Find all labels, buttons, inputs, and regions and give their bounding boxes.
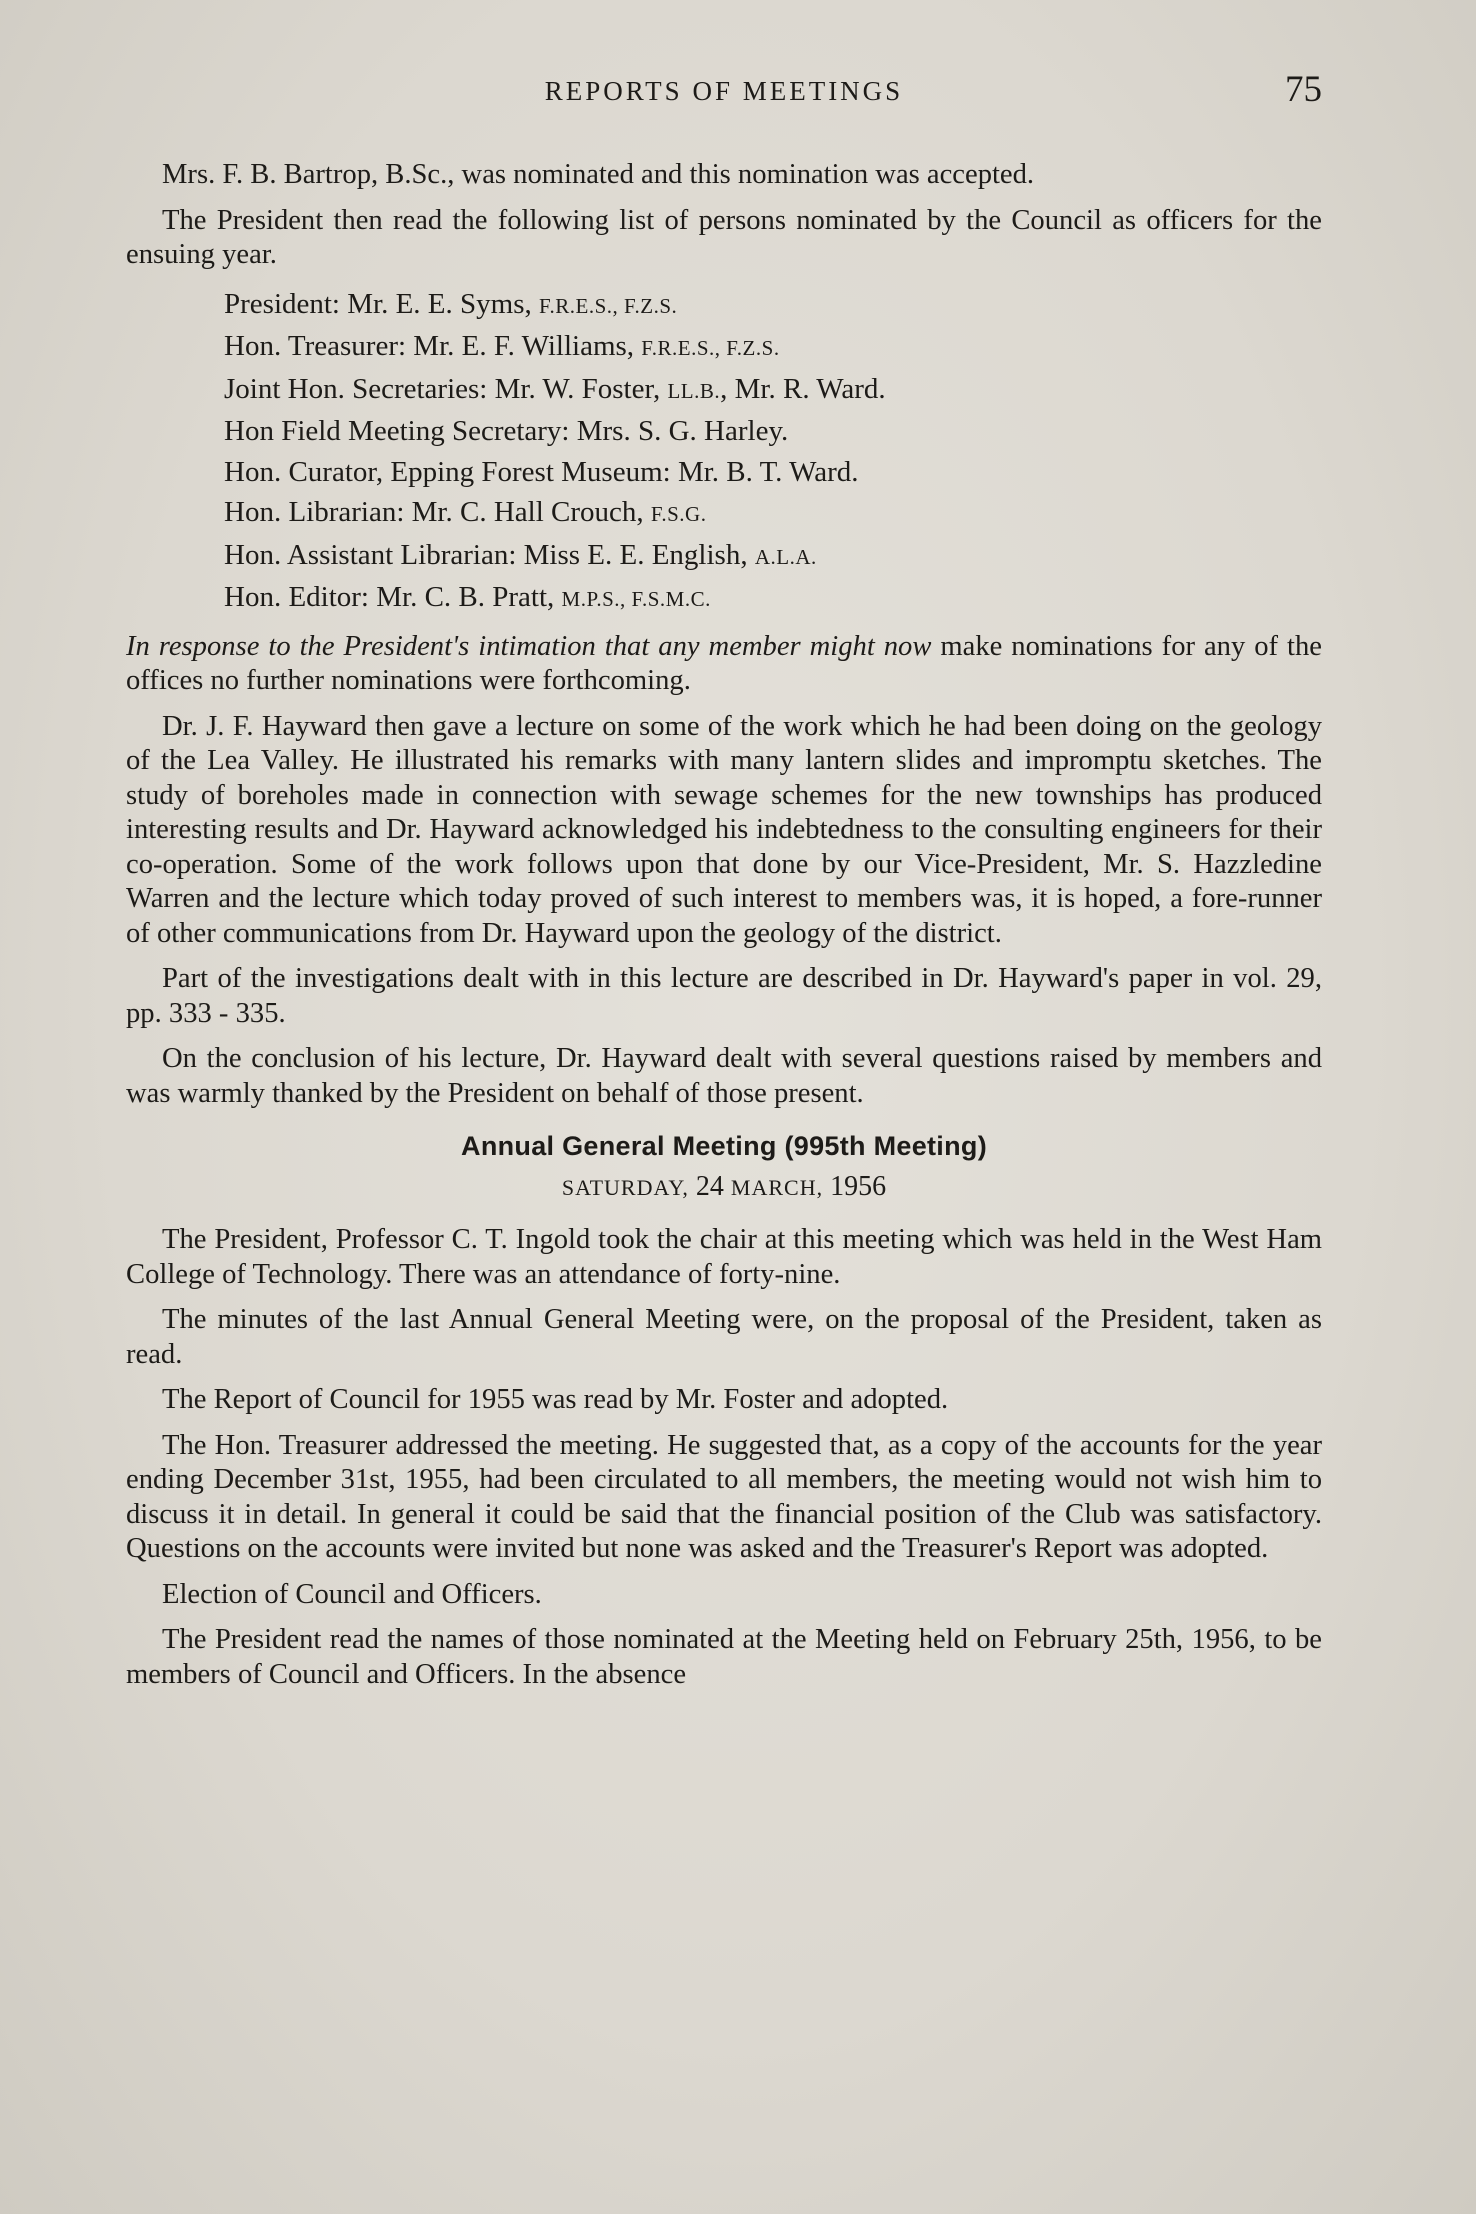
paragraph: The Report of Council for 1955 was read by Mr. Foster and adopted. — [162, 1384, 949, 1415]
officer-entry — [126, 535, 1322, 578]
paragraph: Election of Council and Officers. — [162, 1578, 542, 1610]
page-header — [126, 68, 1322, 118]
post-nominals: F.R.E.S., F.Z.S. — [641, 336, 780, 360]
paragraph: Part of the investigations dealt with in this lecture are described in Dr. Hayward's paper in vol. 29, pp. 333 - 335. — [126, 963, 1322, 1029]
section-date-year: 1956 — [823, 1170, 887, 1202]
officer-text-tail: , Mr. R. Ward. — [720, 372, 886, 405]
officer-entry — [126, 577, 1322, 620]
page-number: 75 — [1285, 69, 1322, 110]
paragraph — [126, 630, 1322, 699]
paragraph: The Hon. Treasurer addressed the meeting. He suggested that, as a copy of the accounts for the year ending December 31st, 1955, had been circulated to all members, the meeting would not wish him to discuss it in detail. In general it could be said that the financial position of the Club was satisfactory. Questions on the accounts were invited but none was asked and the Treasurer's Report was adopted. — [126, 1429, 1322, 1564]
paragraph-text: make nominations for any of the offices no further nominations were forthcoming. — [126, 630, 1322, 696]
post-nominals: M.P.S., F.S.M.C. — [561, 587, 711, 611]
section-date — [126, 1170, 1322, 1206]
officer-entry — [126, 492, 1322, 535]
officer-entry — [126, 326, 1322, 369]
section-date-number: 24 — [688, 1170, 731, 1202]
paragraph: On the conclusion of his lecture, Dr. Hayward dealt with several questions raised by members and was warmly thanked by the President on behalf of those present. — [126, 1043, 1322, 1109]
section-heading: Annual General Meeting (995th Meeting) — [461, 1131, 987, 1161]
post-nominals: F.R.E.S., F.Z.S. — [538, 293, 678, 318]
paragraph: Mrs. F. B. Bartrop, B.Sc., was nominated and this nomination was accepted. — [162, 159, 1035, 190]
italic-text: In response to the President's intimation that any member might now — [126, 630, 932, 662]
paragraph: The President then read the following list of persons nominated by the Council as officers for the ensuing year. — [126, 204, 1322, 270]
officer-text: Joint Hon. Secretaries: Mr. W. Foster, — [224, 372, 668, 405]
post-nominals: A.L.A. — [754, 544, 817, 569]
officers-list — [126, 284, 1322, 620]
section-date-month: MARCH, — [730, 1174, 824, 1200]
paragraph: The minutes of the last Annual General Meeting were, on the proposal of the President, taken as read. — [126, 1304, 1322, 1370]
officer-entry — [126, 452, 1322, 493]
officer-text: Hon. Editor: Mr. C. B. Pratt, — [224, 581, 562, 613]
section-date-day: SATURDAY, — [561, 1174, 689, 1200]
officer-text: Hon. Librarian: Mr. C. Hall Crouch, — [224, 496, 651, 528]
running-head: REPORTS OF MEETINGS — [544, 76, 904, 106]
officer-text: Hon Field Meeting Secretary: Mrs. S. G. Harley. — [224, 415, 789, 447]
paragraph: Dr. J. F. Hayward then gave a lecture on some of the work which he had been doing on the geology of the Lea Valley. He illustrated his remarks with many lantern slides and impromptu sketches. The study of boreholes made in connection with sewage schemes for the new townships has produced interesting results and Dr. Hayward acknowledged his indebtedness to the consulting engineers for their co-operation. Some of the work follows upon that done by our Vice-President, Mr. S. Hazzledine Warren and the lecture which today proved of such interest to members was, it is hoped, a fore-runner of other communications from Dr. Hayward upon the geology of the district. — [126, 710, 1322, 949]
officer-text: Hon. Treasurer: Mr. E. F. Williams, — [224, 330, 642, 362]
officer-entry — [126, 284, 1322, 327]
officer-text: President: Mr. E. E. Syms, — [224, 287, 539, 320]
officer-text: Hon. Curator, Epping Forest Museum: Mr. B. T. Ward. — [224, 455, 859, 488]
post-nominals: LL.B. — [667, 378, 721, 403]
page-body — [126, 158, 1322, 1703]
paragraph: The President read the names of those nominated at the Meeting held on February 25th, 1956, to be members of Council and Officers. In the absence — [126, 1624, 1322, 1690]
officer-entry — [126, 369, 1322, 412]
paragraph: The President, Professor C. T. Ingold took the chair at this meeting which was held in the West Ham College of Technology. There was an attendance of forty-nine. — [126, 1224, 1322, 1290]
post-nominals: F.S.G. — [650, 502, 707, 526]
officer-text: Hon. Assistant Librarian: Miss E. E. English, — [224, 538, 755, 571]
officer-entry — [126, 411, 1322, 452]
